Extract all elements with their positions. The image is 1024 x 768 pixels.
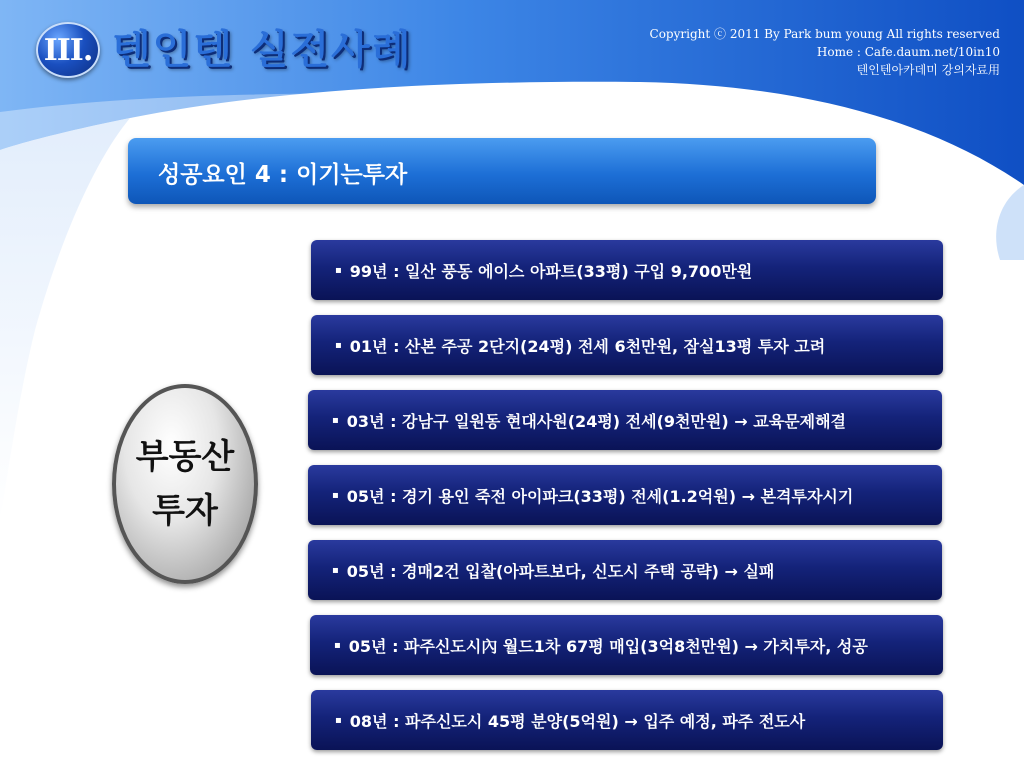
bullet-icon: ▪	[334, 639, 341, 651]
bullet-icon: ▪	[332, 414, 339, 426]
timeline-item	[308, 465, 942, 525]
badge-line-1: 부동산	[135, 437, 235, 477]
home-url[interactable]: Home : Cafe.daum.net/10in10	[816, 45, 1000, 59]
timeline-item	[310, 615, 943, 675]
academy-note: 텐인텐아카데미 강의자료用	[856, 63, 1000, 77]
timeline-item-text: 08년 : 파주신도시 45평 분양(5억원) → 입주 예정, 파주 전도사	[349, 711, 806, 731]
section-banner	[128, 138, 876, 204]
timeline-item-text: 99년 : 일산 풍동 에이스 아파트(33평) 구입 9,700만원	[349, 261, 753, 281]
bullet-icon: ▪	[332, 564, 339, 576]
timeline-item	[308, 540, 942, 600]
page-title: 텐인텐 실전사례	[112, 27, 413, 73]
timeline-item-text: 03년 : 강남구 일원동 현대사원(24평) 전세(9천만원) → 교육문제해결	[346, 411, 846, 431]
timeline-item-text: 01년 : 산본 주공 2단지(24평) 전세 6천만원, 잠실13평 투자 고려	[349, 336, 826, 356]
copyright-text: Copyright ⓒ 2011 By Park bum young All rights reserved	[649, 27, 1000, 41]
bullet-icon: ▪	[335, 264, 342, 276]
copyright-block	[650, 25, 1000, 79]
timeline-item	[308, 390, 942, 450]
timeline-item	[311, 690, 943, 750]
badge-line-2: 투자	[152, 491, 218, 531]
timeline-item-text: 05년 : 경기 용인 죽전 아이파크(33평) 전세(1.2억원) → 본격투자시기	[346, 486, 854, 506]
bullet-icon: ▪	[332, 489, 339, 501]
category-badge	[112, 384, 258, 584]
timeline-item	[311, 315, 943, 375]
bullet-icon: ▪	[335, 339, 342, 351]
timeline-item-text: 05년 : 파주신도시內 월드1차 67평 매입(3억8천만원) → 가치투자, 성공	[348, 636, 868, 656]
bullet-icon: ▪	[335, 714, 342, 726]
section-number-badge: III.	[36, 22, 100, 78]
section-title: 성공요인 4 : 이기는투자	[158, 162, 408, 188]
timeline-item	[311, 240, 943, 300]
timeline-item-text: 05년 : 경매2건 입찰(아파트보다, 신도시 주택 공략) → 실패	[346, 561, 775, 581]
